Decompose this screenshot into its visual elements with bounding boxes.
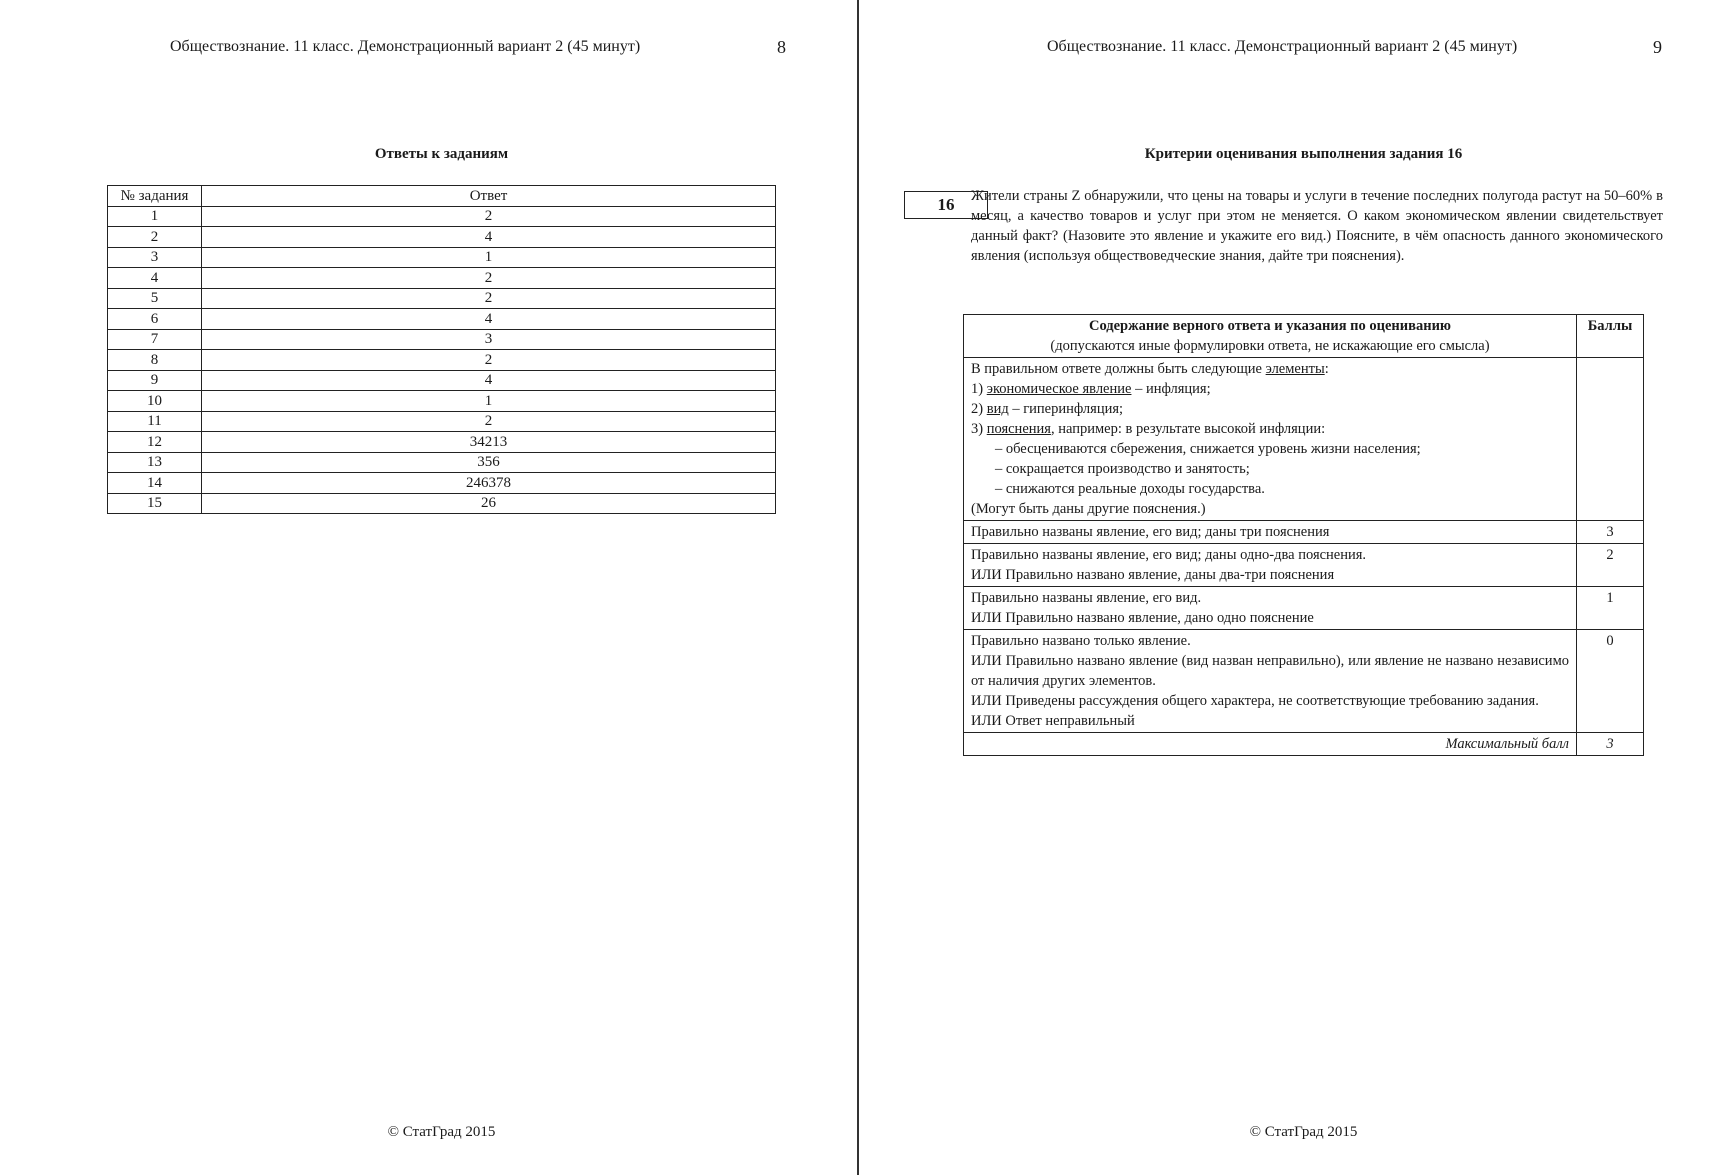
answer-intro: [971, 359, 1569, 379]
item-number: 1): [971, 381, 987, 397]
answer-content: [964, 358, 1577, 521]
task-number-cell: 11: [108, 411, 202, 432]
answer-cell: 4: [202, 309, 776, 330]
answer-cell: 2: [202, 411, 776, 432]
page-number: 9: [1653, 37, 1662, 57]
empty-score-cell: [1577, 358, 1644, 521]
criteria-header-row: [964, 315, 1644, 358]
answer-cell: 26: [202, 493, 776, 514]
max-score-label: Максимальный балл: [964, 733, 1577, 756]
answer-cell: 3: [202, 329, 776, 350]
table-row: [108, 350, 776, 371]
answer-cell: 2: [202, 288, 776, 309]
table-row: [108, 493, 776, 514]
criteria-header-sub: (допускаются иные формулировки ответа, не искажающие его смысла): [1050, 338, 1490, 354]
answer-note: (Могут быть даны другие пояснения.): [971, 501, 1206, 517]
page-footer: © СтатГрад 2015: [387, 1124, 496, 1140]
task-number-cell: 9: [108, 370, 202, 391]
answers-title: Ответы к заданиям: [374, 146, 509, 162]
page-footer: © СтатГрад 2015: [1249, 1124, 1358, 1140]
task-number-cell: 7: [108, 329, 202, 350]
criteria-description: [964, 587, 1577, 630]
answer-bullet: – сокращается производство и занятость;: [995, 461, 1250, 477]
task-number-cell: 14: [108, 473, 202, 494]
table-row: [108, 370, 776, 391]
criteria-header-content: [964, 315, 1577, 358]
criteria-header-main: Содержание верного ответа и указания по оцениванию: [1088, 318, 1452, 334]
task-number-cell: 2: [108, 227, 202, 248]
answer-cell: 246378: [202, 473, 776, 494]
answer-intro-end: :: [1324, 361, 1329, 377]
criteria-row: [964, 544, 1644, 587]
task-number-cell: 5: [108, 288, 202, 309]
task-number-cell: 10: [108, 391, 202, 412]
table-row: [108, 432, 776, 453]
answer-bullet: – обесцениваются сбережения, снижается уровень жизни населения;: [995, 441, 1421, 457]
page-header: Обществознание. 11 класс. Демонстрационный вариант 2 (45 минут): [1047, 38, 1518, 55]
task-number-cell: 8: [108, 350, 202, 371]
table-row: [108, 227, 776, 248]
table-row: [108, 309, 776, 330]
answer-cell: 2: [202, 206, 776, 227]
criteria-score: 3: [1577, 521, 1644, 544]
right-page: [860, 0, 1720, 1175]
answers-body: [108, 206, 776, 514]
answer-cell: 1: [202, 391, 776, 412]
answer-bullet: – снижаются реальные доходы государства.: [995, 481, 1265, 497]
criteria-line: ИЛИ Правильно названо явление, дано одно пояснение: [971, 610, 1314, 626]
criteria-description: [964, 521, 1577, 544]
criteria-description: [964, 544, 1577, 587]
max-score-row: [964, 733, 1644, 756]
task-number-cell: 4: [108, 268, 202, 289]
table-row: [108, 268, 776, 289]
table-row: [108, 247, 776, 268]
criteria-line: Правильно названо только явление.: [971, 633, 1191, 649]
task-number-cell: 15: [108, 493, 202, 514]
criteria-line: Правильно названы явление, его вид; даны три пояснения: [971, 524, 1330, 540]
answers-table: [107, 185, 776, 514]
criteria-description: [964, 630, 1577, 733]
task-text: Жители страны Z обнаружили, что цены на товары и услуги в течение последних полугода растут на 50–60% в месяц, а качество товаров и услуг при этом не меняется. О каком экономическом явлении свидетельствует данный факт? (Назовите это явление и укажите его вид.) Поясните, в чём опасность данного экономического явления (используя обществоведческие знания, дайте три пояснения).: [971, 188, 1663, 264]
item-underlined: экономическое явление: [986, 381, 1132, 397]
answer-item-3: [971, 419, 1569, 439]
criteria-table: [963, 314, 1644, 756]
criteria-line: ИЛИ Ответ неправильный: [971, 713, 1135, 729]
criteria-line: ИЛИ Правильно названо явление (вид назван неправильно), или явление не названо независимо от наличия других элементов.: [971, 653, 1569, 689]
criteria-row: [964, 521, 1644, 544]
item-underlined: вид: [986, 401, 1009, 417]
answer-content-row: [964, 358, 1644, 521]
answer-cell: 1: [202, 247, 776, 268]
table-row: [108, 452, 776, 473]
task-number-cell: 1: [108, 206, 202, 227]
answer-item-2: [971, 399, 1569, 419]
criteria-score: 0: [1577, 630, 1644, 733]
answer-cell: 4: [202, 370, 776, 391]
page-header: Обществознание. 11 класс. Демонстрационный вариант 2 (45 минут): [170, 38, 641, 55]
task-number-cell: 6: [108, 309, 202, 330]
answer-cell: 34213: [202, 432, 776, 453]
item-rest: – гиперинфляция;: [1008, 401, 1124, 417]
table-row: [108, 411, 776, 432]
criteria-row: [964, 587, 1644, 630]
item-number: 2): [971, 401, 987, 417]
criteria-line: ИЛИ Приведены рассуждения общего характера, не соответствующие требованию задания.: [971, 693, 1539, 709]
column-header-answer: Ответ: [202, 186, 776, 207]
page-divider: [857, 0, 859, 1175]
table-row: [108, 391, 776, 412]
table-row: [108, 206, 776, 227]
answer-cell: 356: [202, 452, 776, 473]
criteria-score: 2: [1577, 544, 1644, 587]
item-underlined: пояснения: [986, 421, 1051, 437]
left-page: [0, 0, 858, 1175]
task-number-cell: 13: [108, 452, 202, 473]
criteria-title: Критерии оценивания выполнения задания 16: [1144, 146, 1463, 162]
criteria-line: Правильно названы явление, его вид; даны одно-два пояснения.: [971, 547, 1367, 563]
answer-item-1: [971, 379, 1569, 399]
answer-cell: 2: [202, 350, 776, 371]
column-header-task: № задания: [108, 186, 202, 207]
criteria-header-score: Баллы: [1577, 315, 1644, 358]
item-rest: – инфляция;: [1131, 381, 1211, 397]
task-number-cell: 12: [108, 432, 202, 453]
item-number: 3): [971, 421, 987, 437]
table-header-row: [108, 186, 776, 207]
answer-intro-text: В правильном ответе должны быть следующие: [971, 361, 1266, 377]
criteria-row: [964, 630, 1644, 733]
criteria-line: Правильно названы явление, его вид.: [971, 590, 1202, 606]
answer-cell: 2: [202, 268, 776, 289]
page-number: 8: [777, 37, 786, 57]
table-row: [108, 329, 776, 350]
table-row: [108, 288, 776, 309]
task-number-cell: 3: [108, 247, 202, 268]
criteria-line: ИЛИ Правильно названо явление, даны два-три пояснения: [971, 567, 1335, 583]
table-row: [108, 473, 776, 494]
item-rest: , например: в результате высокой инфляции:: [1050, 421, 1326, 437]
answer-cell: 4: [202, 227, 776, 248]
task-number-box: 16: [904, 191, 988, 219]
answer-intro-underlined: элементы: [1265, 361, 1325, 377]
criteria-score: 1: [1577, 587, 1644, 630]
max-score-value: 3: [1577, 733, 1644, 756]
